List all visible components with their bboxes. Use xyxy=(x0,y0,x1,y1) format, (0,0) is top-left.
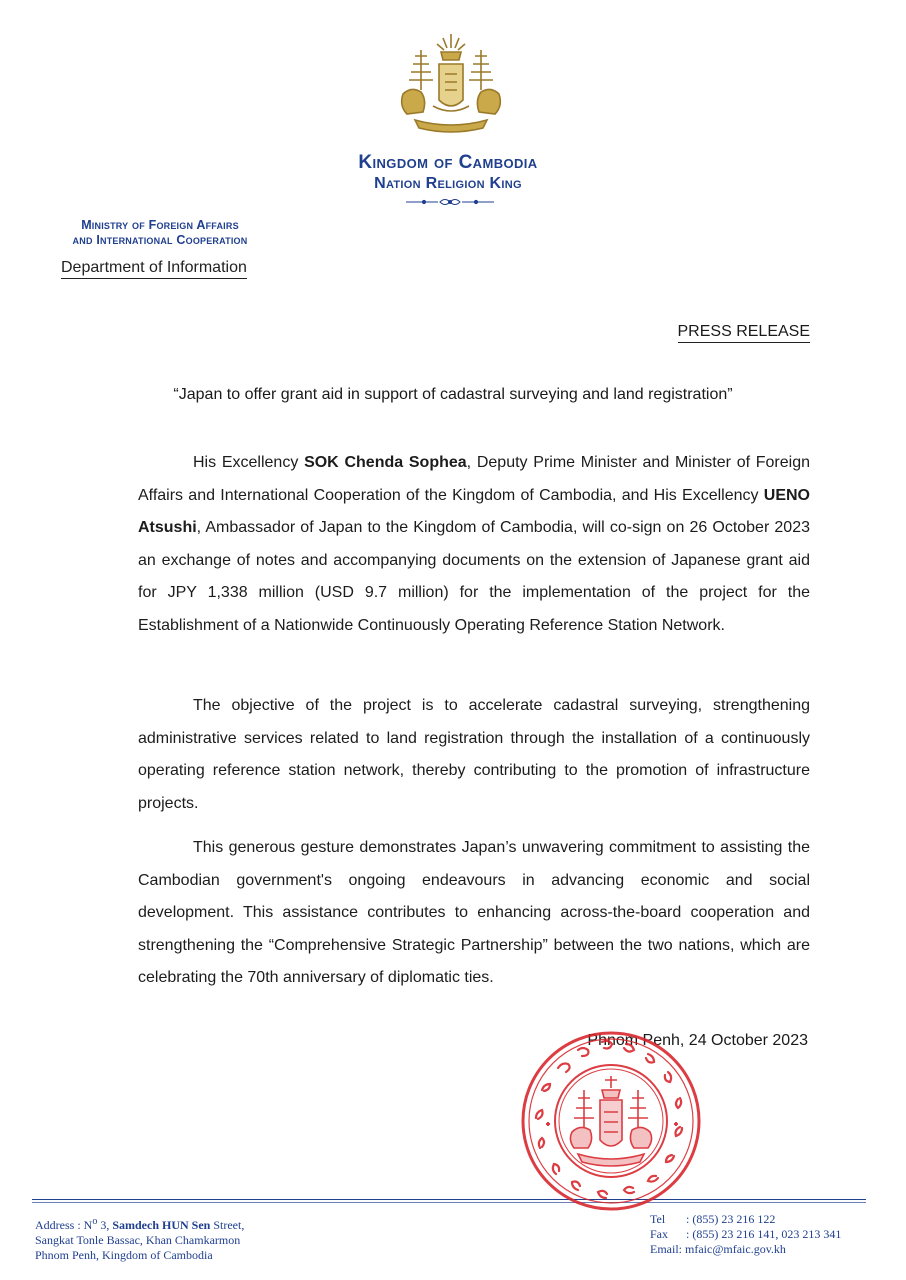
body-paragraph-1 xyxy=(138,447,810,642)
email-label: Email xyxy=(650,1242,679,1256)
dateline: Phnom Penh, 24 October 2023 xyxy=(587,1032,808,1049)
address-street-name: Samdech HUN Sen xyxy=(112,1218,211,1232)
contact-fax xyxy=(650,1227,841,1242)
address-label: Address : N xyxy=(35,1218,93,1232)
press-release-label: PRESS RELEASE xyxy=(678,322,811,343)
footer-contact xyxy=(650,1212,841,1257)
department-name: Department of Information xyxy=(61,258,247,279)
ministry-line-1: Ministry of Foreign Affairs xyxy=(81,218,239,232)
footer-address xyxy=(35,1214,244,1263)
p1-text-b: , Deputy Prime Minister and Minister of Foreign Affairs and International Cooperation of the Kingdom of Cambodia, and His Excellency xyxy=(138,454,811,504)
contact-tel xyxy=(650,1212,841,1227)
address-number: 3, xyxy=(97,1218,113,1232)
ministry-line-2: and International Cooperation xyxy=(72,233,248,247)
signatory-japan: UENO Atsushi xyxy=(138,486,810,536)
email-value: : mfaic@mfaic.gov.kh xyxy=(678,1242,786,1256)
address-street-suffix: Street, xyxy=(210,1218,245,1232)
address-number-sign: o xyxy=(92,1216,98,1227)
tel-value: : (855) 23 216 122 xyxy=(686,1212,776,1226)
kingdom-header xyxy=(290,152,606,193)
national-motto: Nation Religion King xyxy=(374,175,522,192)
signatory-cambodia: SOK Chenda Sophea xyxy=(304,454,467,471)
footer-divider xyxy=(32,1199,866,1200)
address-line-2: Sangkat Tonle Bassac, Khan Chamkarmon xyxy=(35,1233,241,1247)
contact-email xyxy=(650,1242,841,1257)
tel-label: Tel xyxy=(650,1212,666,1226)
kingdom-title: Kingdom of Cambodia xyxy=(358,152,538,173)
release-title: “Japan to offer grant aid in support of cadastral surveying and land registration” xyxy=(173,386,733,403)
address-line-1 xyxy=(35,1214,244,1233)
fax-value: : (855) 23 216 141, 023 213 341 xyxy=(686,1227,842,1241)
royal-emblem-icon xyxy=(393,30,509,140)
p1-text-c: , Ambassador of Japan to the Kingdom of Cambodia, will co-sign on 26 October 2023 an exchange of notes and accompanying documents on the extension of Japanese grant aid for JPY 1,338 million (USD 9.7 million) for the implementation of the project for the Establishment of a Nationwide Continuously Operating Reference Station Network. xyxy=(138,519,810,634)
p1-text-a: His Excellency xyxy=(193,454,305,471)
ministry-name xyxy=(30,218,290,248)
address-line-3: Phnom Penh, Kingdom of Cambodia xyxy=(35,1248,213,1262)
body-paragraph-3: This generous gesture demonstrates Japan’s unwavering commitment to assisting the Cambodian government's ongoing endeavours in advancing economic and social development. This assistance contributes to enhancing across-the-board cooperation and strengthening the “Comprehensive Strategic Partnership” between the two nations, which are celebrating the 70th anniversary of diplomatic ties. xyxy=(138,839,810,986)
body-paragraph-2: The objective of the project is to accelerate cadastral surveying, strengthening administrative services related to land registration through the installation of a continuously operating reference station network, thereby contributing to the promotion of infrastructure projects. xyxy=(138,697,810,812)
fax-label: Fax xyxy=(650,1227,668,1241)
official-seal-icon xyxy=(518,1028,704,1214)
footer-divider-thin xyxy=(32,1202,866,1203)
divider-ornament-icon xyxy=(400,196,500,208)
